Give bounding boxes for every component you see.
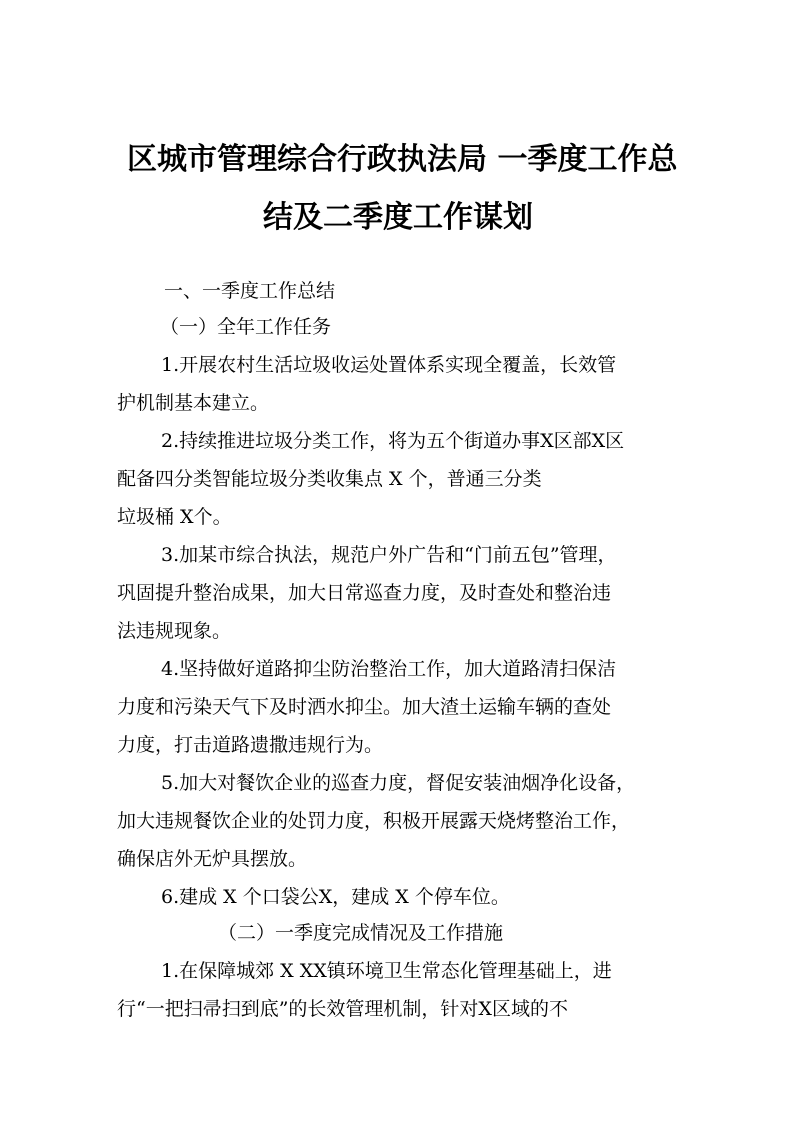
paragraph-line: 行“一把扫帚扫到底”的长效管理机制，针对X区域的不 xyxy=(117,998,568,1020)
paragraph-line: 6.建成 X 个口袋公X，建成 X 个停车位。 xyxy=(161,886,510,908)
paragraph-line: 护机制基本建立。 xyxy=(117,392,270,414)
paragraph-line: 2.持续推进垃圾分类工作，将为五个街道办事X区部X区 xyxy=(161,430,625,452)
paragraph-line: 3.加某市综合执法，规范户外广告和“门前五包”管理， xyxy=(161,544,617,566)
paragraph-line: 5.加大对餐饮企业的巡查力度，督促安装油烟净化设备， xyxy=(161,772,636,794)
paragraph-line: 4.坚持做好道路抑尘防治整治工作，加大道路清扫保洁 xyxy=(161,658,617,680)
paragraph-line: 力度，打击道路遗撒违规行为。 xyxy=(117,734,384,756)
paragraph-line: 加大违规餐饮企业的处罚力度，积极开展露天烧烤整治工作， xyxy=(117,810,631,832)
paragraph-line: 1.在保障城郊 X XX镇环境卫生常态化管理基础上，进 xyxy=(161,960,612,982)
document-title-line-1: 区城市管理综合行政执法局 一季度工作总 xyxy=(127,142,678,177)
document-title-line-2: 结及二季度工作谋划 xyxy=(263,200,533,235)
subsection-heading: （一）全年工作任务 xyxy=(160,316,332,338)
paragraph-line: 配备四分类智能垃圾分类收集点 X 个，普通三分类 xyxy=(117,468,542,490)
paragraph-line: 法违规现象。 xyxy=(117,620,232,642)
subsection-heading: （二）一季度完成情况及工作措施 xyxy=(218,922,504,944)
paragraph-line: 巩固提升整治成果，加大日常巡查力度，及时查处和整治违 xyxy=(117,582,612,604)
paragraph-line: 力度和污染天气下及时洒水抑尘。加大渣土运输车辆的查处 xyxy=(117,696,612,718)
paragraph-line: 确保店外无炉具摆放。 xyxy=(117,848,308,870)
section-heading: 一、一季度工作总结 xyxy=(164,280,336,302)
paragraph-line: 1.开展农村生活垃圾收运处置体系实现全覆盖，长效管 xyxy=(161,354,617,376)
paragraph-line: 垃圾桶 X个。 xyxy=(117,506,232,528)
